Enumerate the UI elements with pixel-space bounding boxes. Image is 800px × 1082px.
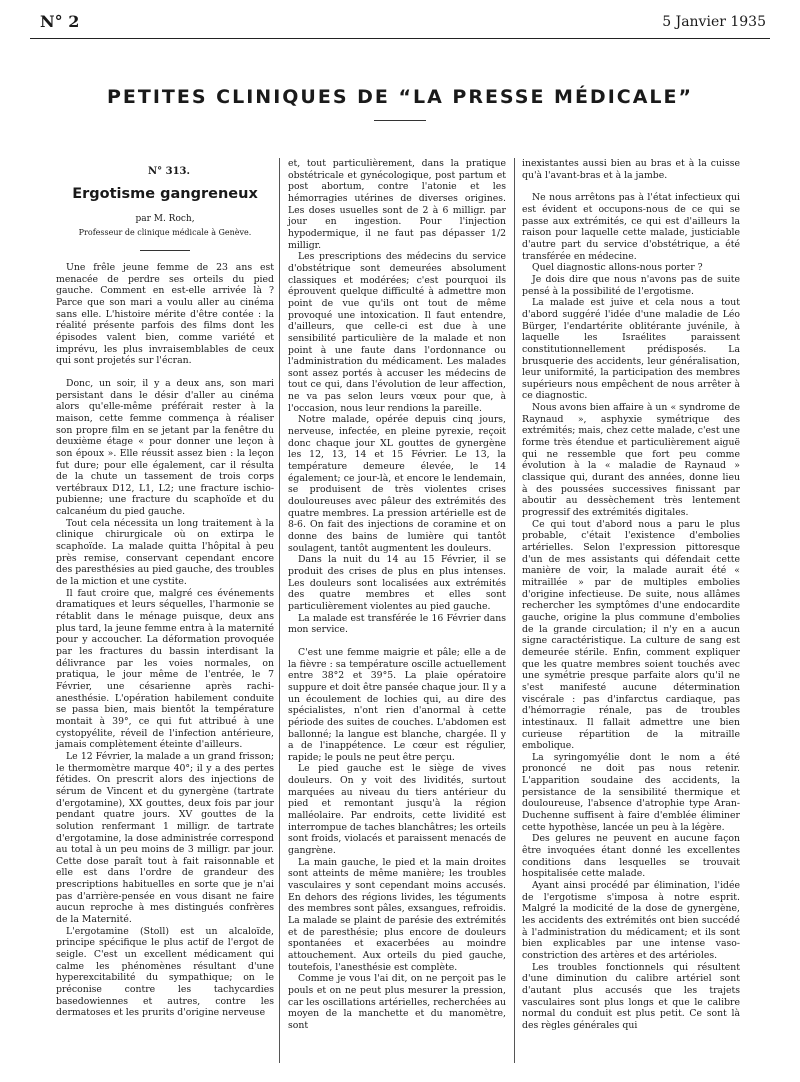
paragraph: Le pied gauche est le siège de vives douleurs. On y voit des lividités, surtout marquées au niveau du tiers antérieur du pied et remontant jusqu'à la région malléolaire. Par endroits, cette lividité est interrompue de taches blanchâtres; les orteils sont froids, violacés et paraissent menacés de gangrène. bbox=[288, 763, 506, 857]
paragraph: La malade est juive et cela nous a tout d'abord suggéré l'idée d'une maladie de Léo Bürger, l'endartérite oblitérante juvénile, à laquelle les Israélites paraissent constitutionnellement prédisposés. La brusquerie des accidents, leur généralisation, leur uniformité, la participation des membres supérieurs nous empêchent de nous arrêter à ce diagnostic. bbox=[522, 297, 740, 402]
paragraph: Le 12 Février, la malade a un grand frisson; le thermomètre marque 40°; il y a des pertes fétides. On prescrit alors des injections de sérum de Vincent et du gynergène (tartrate d'ergotamine), XX gouttes, deux fois par jour pendant quatre jours. XV gouttes de la solution renfermant 1 milligr. de tartrate d'ergotamine, la dose administrée correspond au total à un peu moins de 3 milligr. par jour. Cette dose paraît tout à fait raisonnable et elle est dans l'ordre de grandeur des prescriptions habituelles en sorte que je n'ai pas d'arrière-pensée en vous disant ne faire aucun reproche à mes distingués confrères de la Maternité. bbox=[56, 750, 274, 926]
author-affiliation: Professeur de clinique médicale à Genève. bbox=[78, 228, 252, 237]
article-title: Ergotisme gangreneux bbox=[72, 186, 258, 202]
column-divider bbox=[279, 158, 280, 1063]
issue-number: N° 2 bbox=[40, 12, 80, 31]
paragraph: inexistantes aussi bien au bras et à la cuisse qu'à l'avant-bras et à la jambe. bbox=[522, 158, 740, 181]
paragraph: Quel diagnostic allons-nous porter ? bbox=[532, 262, 703, 274]
paragraph: Les troubles fonctionnels qui résultent d'une diminution du calibre artériel sont d'autant plus accusés que les trajets vasculaires sont plus longs et que le calibre normal du conduit est plus petit. Ce sont là des règles générales qui bbox=[522, 961, 740, 1031]
paragraph: C'est une femme maigrie et pâle; elle a de la fièvre : sa température oscille actuellement entre 38°2 et 39°5. La plaie opératoire suppure et doit être pansée chaque jour. Il y a un écoulement de lochies qui, au dire des spécialistes, n'ont rien d'anormal à cette période des suites de couches. L'abdomen est ballonné; la langue est blanche, chargée. Il y a de l'inappétence. Le cœur est régulier, rapide; le pouls ne peut être perçu. bbox=[288, 646, 506, 763]
column-divider bbox=[514, 158, 515, 1063]
column-2 bbox=[288, 158, 506, 1032]
paragraph: et, tout particulièrement, dans la pratique obstétricale et gynécologique, post partum et post abortum, contre l'atonie et les hémorragies utérines de diverses origines. Les doses usuelles sont de 2 à 6 milligr. par jour en ingestion. Pour l'injection hypodermique, il ne faut pas dépasser 1/2 milligr. bbox=[288, 158, 506, 251]
paragraph: La malade est transférée le 16 Février dans mon service. bbox=[288, 612, 506, 636]
column-1 bbox=[56, 262, 274, 1019]
paragraph: Nous avons bien affaire à un « syndrome de Raynaud », asphyxie symétrique des extrémités; mais, chez cette malade, c'est une forme très étendue et particulièrement aiguë qui ne ressemble que fort peu comme évolution à la « maladie de Raynaud » classique qui, durant des années, donne lieu à des poussées successives finissant par aboutir au dessèchement très lentement progressif des extrémités digitales. bbox=[522, 402, 740, 519]
paragraph: Ne nous arrêtons pas à l'état infectieux qui est évident et occupons-nous de ce qui se passe aux extrémités, ce qui est d'ailleurs la raison pour laquelle cette malade, justiciable d'autre part du service d'obstétrique, a été transférée en médecine. bbox=[522, 192, 740, 262]
paragraph: Dans la nuit du 14 au 15 Février, il se produit des crises de plus en plus intenses. Les douleurs sont localisées aux extrémités des quatre membres et elles sont particulièrement violentes au pied gauche. bbox=[288, 554, 506, 612]
paragraph: Je dois dire que nous n'avons pas de suite pensé à la possibilité de l'ergotisme. bbox=[522, 273, 740, 297]
article-number: N° 313. bbox=[148, 166, 190, 177]
masthead-rule bbox=[374, 120, 426, 121]
paragraph: La syringomyélie dont le nom a été prononcé ne doit pas nous retenir. L'apparition soudaine des accidents, la persistance de la sensibilité thermique et douloureuse, l'absence d'atrophie type Aran-Duchenne suffisent à faire d'emblée éliminer cette hypothèse, lancée un peu à la légère. bbox=[522, 751, 740, 833]
paragraph: Ayant ainsi procédé par élimination, l'idée de l'ergotisme s'imposa à notre esprit. Malgré la modicité de la dose de gynergène, les accidents des extrémités ont bien succédé à l'administration du médicament; et ils sont bien explicables par une intense vaso-constriction des artères et des artérioles. bbox=[522, 880, 740, 961]
paragraph: Les prescriptions des médecins du service d'obstétrique sont demeurées absolument classiques et modérées; c'est pourquoi ils éprouvent quelque difficulté à admettre mon point de vue qu'ils ont tout de même provoqué une intoxication. Il faut entendre, d'ailleurs, que celle-ci est due à une sensibilité particulière de la malade et non point à une faute dans l'ordonnance ou l'administration du médicament. Les malades sont assez portés à accuser les médecins de tout ce qui, dans l'évolution de leur affection, ne va pas selon leurs vœux pour que, à l'occasion, nous leur rendions la pareille. bbox=[288, 251, 506, 414]
issue-date: 5 Janvier 1935 bbox=[662, 14, 766, 30]
paragraph: Il faut croire que, malgré ces événements dramatiques et leurs séquelles, l'harmonie se rétablit dans le ménage puisque, deux ans plus tard, la jeune femme entra à la maternité pour y accoucher. La déformation provoquée par les fractures du bassin interdisant la délivrance par les voies normales, on pratiqua, le jour même de l'entrée, le 7 Février, une césarienne après rachi-anesthésie. L'opération habilement conduite se passa bien, mais bientôt la température montait à 39°, ce qui fut attribué à une cystopyélite, réveil de l'infection antérieure, jamais complètement éteinte d'ailleurs. bbox=[56, 587, 274, 751]
article-author: par M. Roch, bbox=[135, 214, 195, 224]
paragraph: L'ergotamine (Stoll) est un alcaloïde, principe spécifique le plus actif de l'ergot de seigle. C'est un excellent médicament qui calme les phénomènes résultant d'une hyperexcitabilité du sympathique; on le préconise contre les tachycardies basedowiennes et autres, contre les dermatoses et les prurits d'origine nerveuse bbox=[56, 925, 274, 1019]
paragraph: Des gelures ne peuvent en aucune façon être invoquées étant donné les excellentes conditions dans lesquelles se trouvait hospitalisée cette malade. bbox=[522, 833, 740, 880]
paragraph: Ce qui tout d'abord nous a paru le plus probable, c'était l'existence d'embolies artérielles. Selon l'expression pittoresque d'un de mes assistants qui défendait cette manière de voir, la malade aurait été « mitraillée » par de multiples embolies d'origine infectieuse. De suite, nous allâmes rechercher les symptômes d'une endocardite gauche, origine la plus commune d'embolies de la grande circulation; il n'y en a aucun signe caractéristique. La culture de sang est demeurée stérile. Enfin, comment expliquer que les quatre membres soient touchés avec une symétrie presque parfaite alors qu'il ne s'est manifesté aucune détermination viscérale : pas d'infarctus cardiaque, pas d'hémorragie rénale, pas de troubles intestinaux. Il fallait admettre une bien curieuse répartition de la mitraille embolique. bbox=[522, 518, 740, 752]
paragraph: Comme je vous l'ai dit, on ne perçoit pas le pouls et on ne peut plus mesurer la pression, car les oscillations artérielles, recherchées au moyen de la manchette et du manomètre, sont bbox=[288, 973, 506, 1031]
column-3 bbox=[522, 158, 740, 1032]
masthead: PETITES CLINIQUES DE “LA PRESSE MÉDICALE” bbox=[107, 86, 693, 108]
author-rule bbox=[140, 250, 190, 251]
header-rule bbox=[30, 38, 770, 39]
paragraph: Notre malade, opérée depuis cinq jours, nerveuse, infectée, en pleine pyrexie, reçoit donc chaque jour XL gouttes de gynergène les 12, 13, 14 et 15 Février. Le 13, la température demeure élevée, le 14 également; ce jour-là, et encore le lendemain, se produisent de très violentes crises douloureuses avec pâleur des extrémités des quatre membres. La pression artérielle est de 8-6. On fait des injections de coramine et on donne des bains de lumière qui tantôt soulagent, tantôt augmentent les douleurs. bbox=[288, 414, 506, 554]
paragraph: La main gauche, le pied et la main droites sont atteints de même manière; les troubles vasculaires y sont cependant moins accusés. En dehors des régions livides, les téguments des membres sont pâles, exsangues, refroidis. La malade se plaint de parésie des extrémités et de paresthésie; plus encore de douleurs spontanées et exacerbées au moindre attouchement. Aux orteils du pied gauche, toutefois, l'anesthésie est complète. bbox=[288, 856, 506, 973]
paragraph: Une frêle jeune femme de 23 ans est menacée de perdre ses orteils du pied gauche. Comment en est-elle arrivée là ? Parce que son mari a voulu aller au cinéma sans elle. L'histoire mérite d'être contée : la réalité présente parfois des films dont les épisodes valent bien, comme variété et imprévu, les plus invraisemblables de ceux qui sont projetés sur l'écran. bbox=[56, 262, 274, 367]
paragraph: Tout cela nécessita un long traitement à la clinique chirurgicale où on extirpa le scaphoïde. La malade quitta l'hôpital à peu près remise, conservant cependant encore des paresthésies au pied gauche, des troubles de la miction et une cystite. bbox=[56, 517, 274, 588]
paragraph: Donc, un soir, il y a deux ans, son mari persistant dans le désir d'aller au cinéma alors qu'elle-même préférait rester à la maison, cette femme commença à réaliser son propre film en se jetant par la fenêtre du deuxième étage « pour donner une leçon à son époux ». Elle réussit assez bien : la leçon fut dure; pour elle également, car il résulta de la chute un tassement de trois corps vertébraux D12, L1, L2; une fracture ischio-pubienne; une fracture du scaphoïde et du calcanéum du pied gauche. bbox=[56, 377, 274, 518]
